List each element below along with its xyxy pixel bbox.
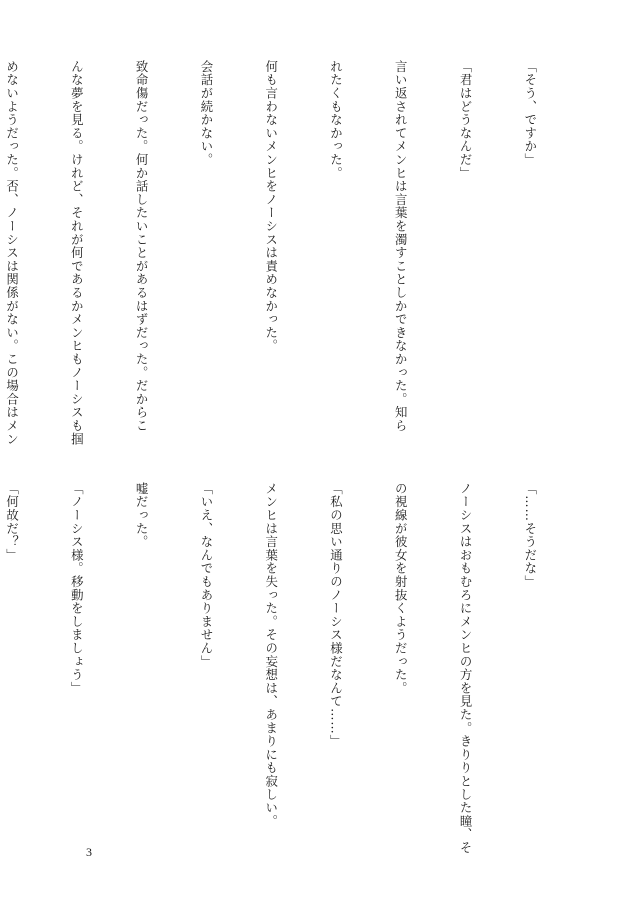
text-line: 「……そうだな」 <box>522 482 538 589</box>
text-line: 「いえ、なんでもありません」 <box>198 482 214 669</box>
text-line: 会話が続かない。 <box>198 60 214 167</box>
text-line: の視線が彼女を射抜くようだった。 <box>393 482 409 695</box>
upper-text-block <box>4 60 584 446</box>
text-line: ノーシスはおもむろにメンヒの方を見た。きりりとした瞳、そ <box>458 482 474 855</box>
text-line: 致命傷だった。何か話したいことがあるはずだった。だからこ <box>134 60 150 433</box>
text-line: 「何故だ？」 <box>4 482 20 562</box>
page-number: 3 <box>86 845 92 859</box>
text-line: 「私の思い通りのノーシス様だなんて……」 <box>328 482 344 748</box>
text-line: 「君はどうなんだ」 <box>458 60 474 180</box>
text-line: 言い返されてメンヒは言葉を濁すことしかできなかった。知ら <box>393 60 409 433</box>
text-line: れたくもなかった。 <box>328 60 344 180</box>
lower-text-block <box>4 482 584 872</box>
text-line: メンヒは言葉を失った。その妄想は、あまりにも寂しい。 <box>263 482 279 828</box>
text-line: めないようだった。否、ノーシスは関係がない。この場合はメン <box>4 60 20 446</box>
text-line: 「ノーシス様。移動をしましょう」 <box>69 482 85 695</box>
text-line: 「そう、ですか」 <box>522 60 538 167</box>
text-line: んな夢を見る。けれど、それが何であるかメンヒもノーシスも掴 <box>69 60 85 446</box>
text-line: 何も言わないメンヒをノーシスは責めなかった。 <box>263 60 279 353</box>
text-line: 嘘だった。 <box>134 482 150 549</box>
